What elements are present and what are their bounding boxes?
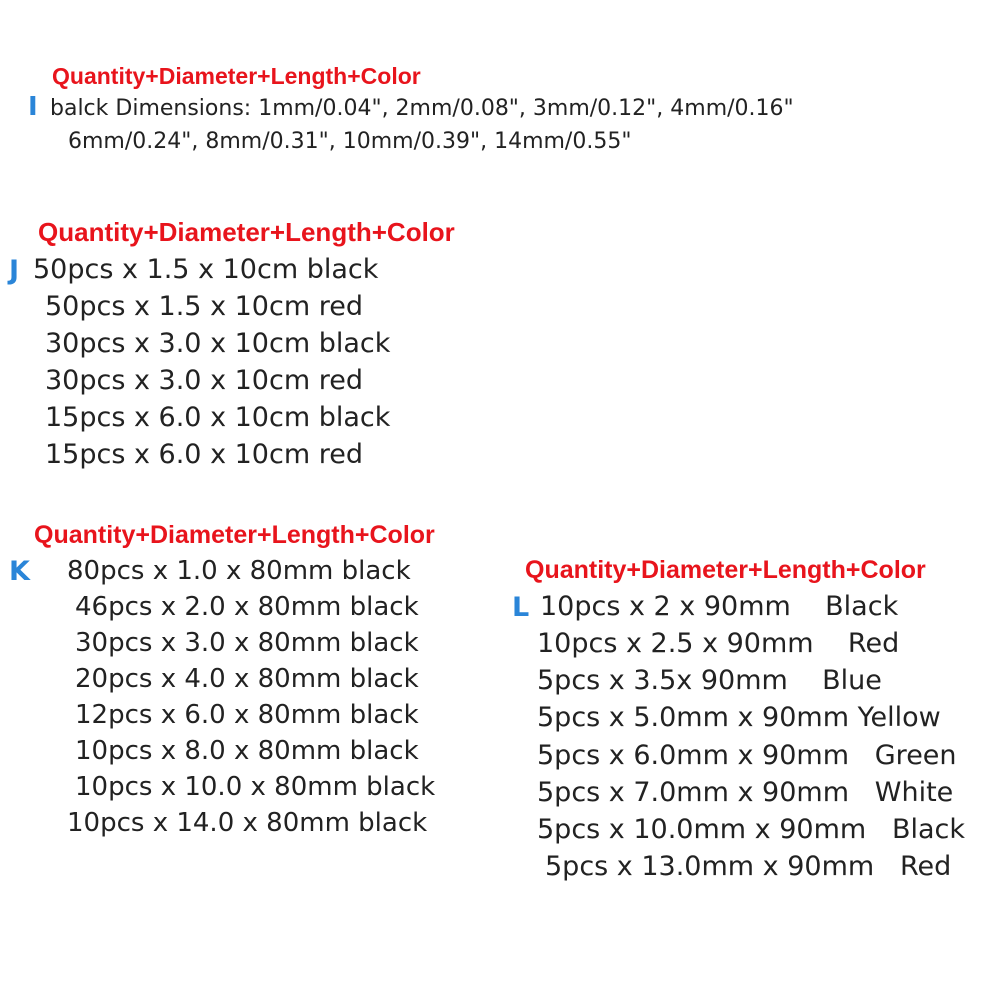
section-k-heading: Quantity+Diameter+Length+Color <box>34 521 435 549</box>
spec-line: 15pcs x 6.0 x 10cm black <box>45 402 391 433</box>
spec-line: 5pcs x 7.0mm x 90mm White <box>537 777 954 808</box>
spec-line: 10pcs x 2 x 90mm Black <box>540 591 899 622</box>
section-j-heading: Quantity+Diameter+Length+Color <box>38 217 455 247</box>
spec-line: 15pcs x 6.0 x 10cm red <box>45 439 363 470</box>
section-j-letter: J <box>9 255 20 286</box>
section-k-letter: K <box>9 556 30 587</box>
spec-line: 20pcs x 4.0 x 80mm black <box>75 664 419 694</box>
spec-line: 50pcs x 1.5 x 10cm red <box>45 291 363 322</box>
spec-line: 10pcs x 10.0 x 80mm black <box>75 772 436 802</box>
spec-line: balck Dimensions: 1mm/0.04", 2mm/0.08", 3mm/0.12", 4mm/0.16" <box>50 96 794 121</box>
spec-line: 30pcs x 3.0 x 80mm black <box>75 628 419 658</box>
spec-line: 80pcs x 1.0 x 80mm black <box>67 556 411 586</box>
section-l-letter: L <box>512 592 530 623</box>
spec-line: 10pcs x 2.5 x 90mm Red <box>537 628 900 659</box>
spec-line: 10pcs x 14.0 x 80mm black <box>67 808 428 838</box>
spec-line: 5pcs x 3.5x 90mm Blue <box>537 665 882 696</box>
spec-line: 5pcs x 10.0mm x 90mm Black <box>537 814 965 845</box>
spec-line: 6mm/0.24", 8mm/0.31", 10mm/0.39", 14mm/0.55" <box>68 129 632 154</box>
section-l-heading: Quantity+Diameter+Length+Color <box>525 556 926 584</box>
section-i-letter: I <box>28 92 38 122</box>
spec-line: 50pcs x 1.5 x 10cm black <box>33 254 379 285</box>
spec-line: 46pcs x 2.0 x 80mm black <box>75 592 419 622</box>
spec-line: 12pcs x 6.0 x 80mm black <box>75 700 419 730</box>
spec-line: 5pcs x 5.0mm x 90mm Yellow <box>537 702 941 733</box>
spec-line: 10pcs x 8.0 x 80mm black <box>75 736 419 766</box>
section-i-heading: Quantity+Diameter+Length+Color <box>52 63 421 89</box>
spec-line: 30pcs x 3.0 x 10cm black <box>45 328 391 359</box>
spec-line: 5pcs x 6.0mm x 90mm Green <box>537 740 957 771</box>
spec-line: 5pcs x 13.0mm x 90mm Red <box>545 851 952 882</box>
spec-line: 30pcs x 3.0 x 10cm red <box>45 365 363 396</box>
